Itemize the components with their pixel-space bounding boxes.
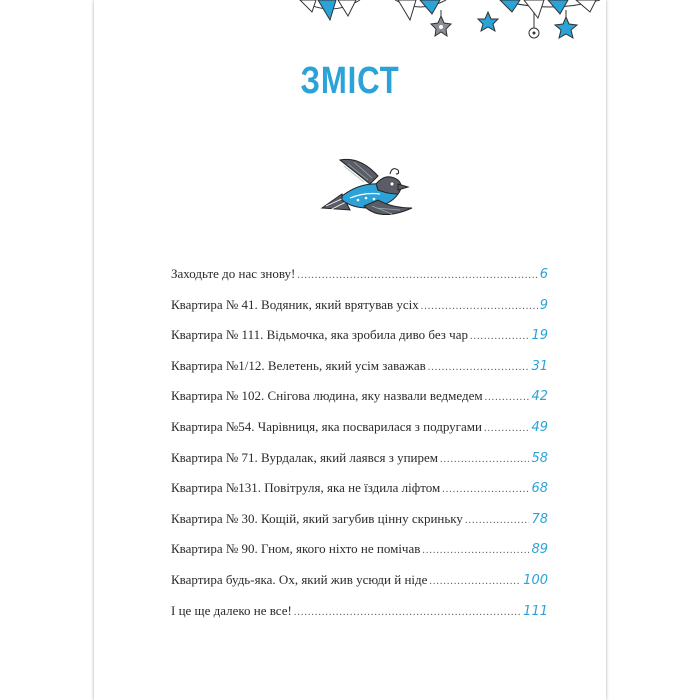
toc-page-number: 58	[531, 450, 548, 466]
toc-entry[interactable]	[171, 327, 548, 358]
toc-leader	[422, 545, 529, 556]
toc-leader	[485, 392, 530, 403]
toc-leader	[421, 301, 538, 312]
toc-entry[interactable]	[171, 603, 548, 634]
star-ornament-icon	[555, 10, 577, 38]
toc-entry-title: Квартира № 102. Снігова людина, яку назвали ведмедем	[171, 388, 483, 404]
toc-page-number: 49	[531, 419, 548, 435]
toc-entry[interactable]	[171, 450, 548, 481]
toc-entry-title: Квартира № 90. Гном, якого ніхто не помічав	[171, 541, 421, 557]
garland-flags-icon	[0, 0, 700, 60]
toc-page-number: 68	[531, 481, 548, 497]
toc-entry-title: Квартира будь-яка. Ох, який жив усюди й ніде	[171, 571, 428, 587]
toc-leader	[440, 454, 529, 465]
toc-entry-title: Квартира № 30. Кощій, який загубив цінну скриньку	[171, 510, 463, 526]
toc-entry-title: Квартира № 71. Вурдалак, який лаявся з упирем	[171, 449, 439, 465]
toc-page-number: 9	[539, 297, 548, 313]
toc-entry-title: І це ще далеко не все!	[171, 602, 292, 618]
toc-page-number: 111	[523, 603, 548, 619]
toc-page-number: 78	[531, 511, 548, 527]
toc-entry-title: Квартира № 41. Водяник, який врятував усіх	[171, 296, 419, 312]
toc-leader	[428, 362, 530, 373]
toc-entry-title: Квартира №131. Повітруля, яка не їздила ліфтом	[171, 480, 441, 496]
toc-leader	[442, 484, 529, 495]
toc-page-number: 6	[539, 267, 548, 282]
toc-page-number: 31	[531, 358, 548, 374]
toc-leader	[465, 515, 530, 526]
toc-leader	[429, 576, 521, 587]
toc-entry-title: Квартира №1/12. Велетень, який усім заважав	[171, 357, 426, 373]
toc-leader	[294, 607, 521, 618]
toc-leader	[297, 270, 537, 281]
toc-page-number: 42	[531, 389, 548, 405]
toc-entry[interactable]	[171, 511, 548, 542]
toc-entry-title: Заходьте до нас знову!	[171, 266, 296, 281]
toc-leader	[470, 331, 529, 342]
toc-page-number: 19	[531, 328, 548, 344]
star-ornament-icon	[431, 10, 451, 36]
toc-entry[interactable]	[171, 480, 548, 511]
toc-entry[interactable]	[171, 419, 548, 450]
toc-entry[interactable]	[171, 358, 548, 389]
toc-entry[interactable]	[171, 541, 548, 572]
star-ornament-icon	[478, 12, 498, 31]
bird-illustration	[320, 150, 415, 225]
page-title: ЗМІСТ	[300, 60, 400, 102]
toc-entry[interactable]	[171, 266, 548, 297]
toc-entry[interactable]	[171, 572, 548, 603]
toc-entry-title: Квартира №54. Чарівниця, яка посварилася з подругами	[171, 418, 482, 434]
toc-entry[interactable]	[171, 297, 548, 328]
toc-page-number: 89	[531, 542, 548, 558]
table-of-contents	[171, 266, 548, 633]
toc-leader	[484, 423, 530, 434]
toc-page-number: 100	[523, 572, 548, 588]
toc-entry[interactable]	[171, 388, 548, 419]
toc-entry-title: Квартира № 111. Відьмочка, яка зробила диво без чар	[171, 327, 468, 343]
